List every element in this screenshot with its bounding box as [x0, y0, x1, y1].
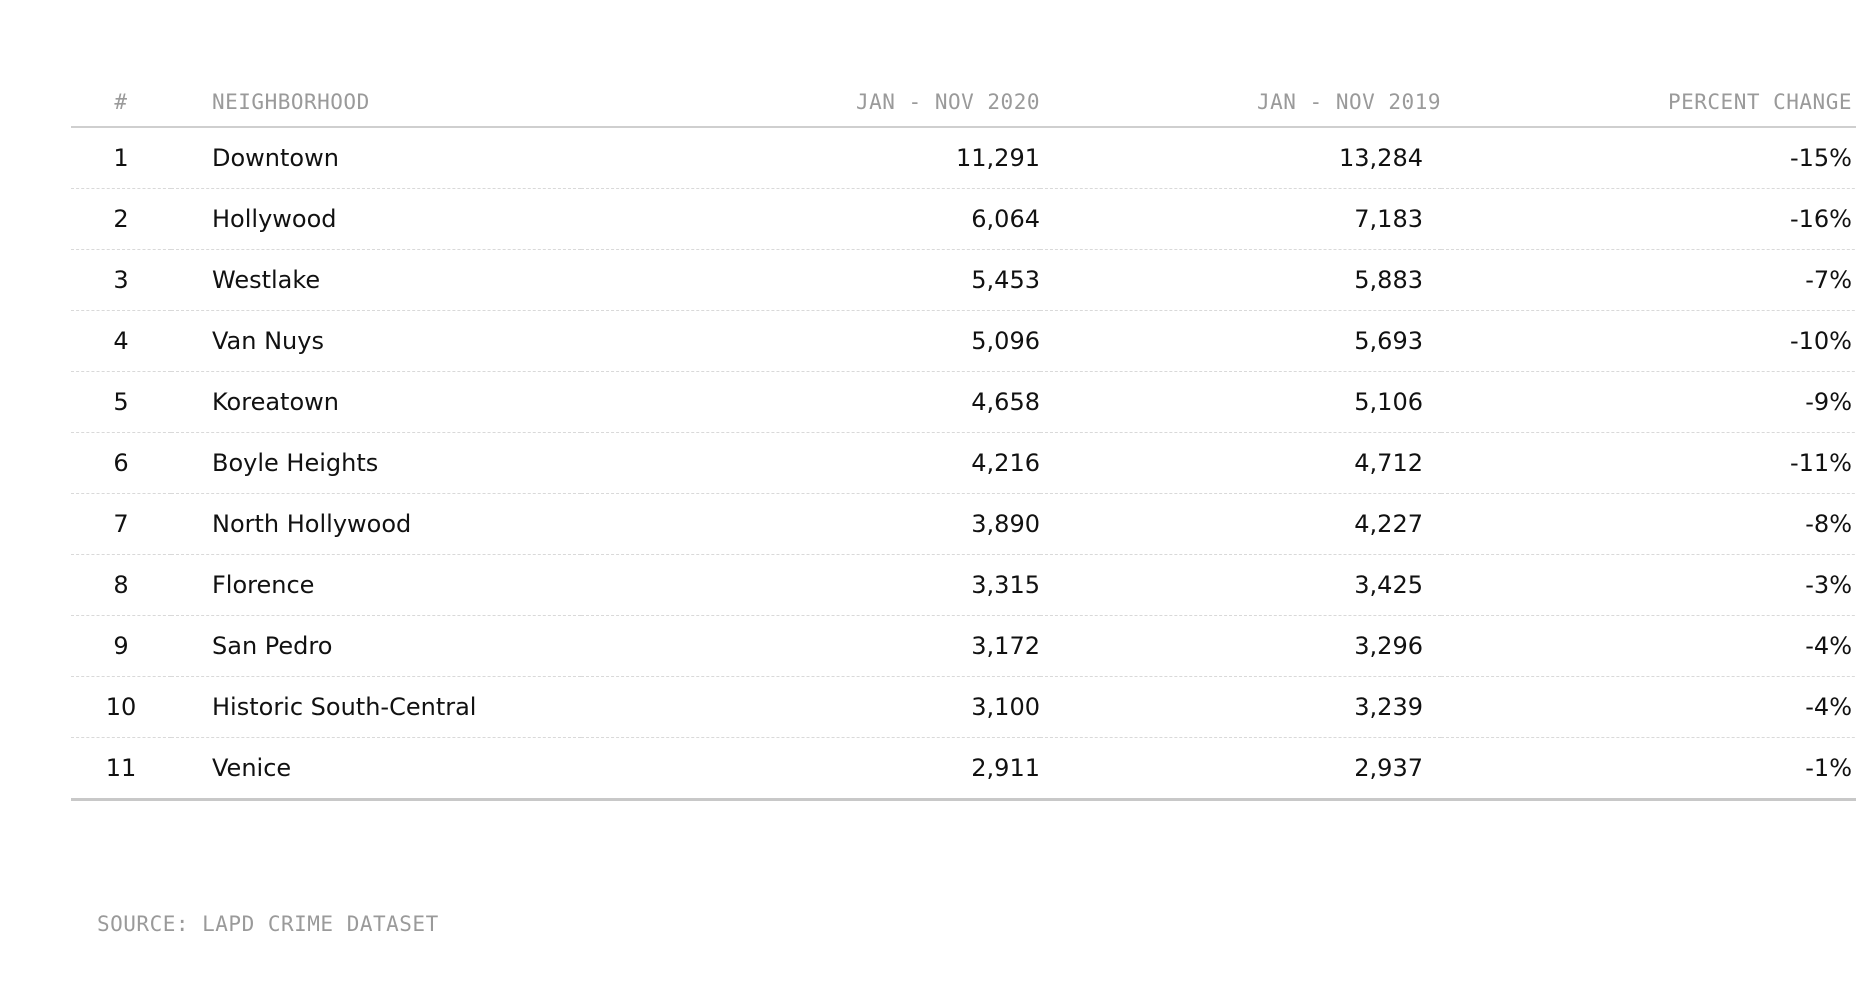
cell-neighborhood: Koreatown: [171, 372, 581, 433]
cell-rank: 6: [71, 433, 171, 494]
cell-neighborhood: Van Nuys: [171, 311, 581, 372]
cell-rank: 8: [71, 555, 171, 616]
cell-jan-nov-2020: 6,064: [581, 189, 1040, 250]
cell-neighborhood: Hollywood: [171, 189, 581, 250]
cell-neighborhood: Boyle Heights: [171, 433, 581, 494]
cell-neighborhood: Downtown: [171, 127, 581, 189]
cell-neighborhood: Westlake: [171, 250, 581, 311]
cell-jan-nov-2019: 3,239: [1040, 677, 1441, 738]
table-row: [71, 616, 1856, 677]
cell-rank: 3: [71, 250, 171, 311]
cell-percent-change: -10%: [1441, 311, 1856, 372]
cell-rank: 9: [71, 616, 171, 677]
table-row: [71, 372, 1856, 433]
table-row: [71, 127, 1856, 189]
crime-table: [71, 78, 1856, 801]
header-percent-change: PERCENT CHANGE: [1441, 78, 1856, 127]
cell-jan-nov-2020: 3,890: [581, 494, 1040, 555]
cell-percent-change: -4%: [1441, 677, 1856, 738]
source-note: SOURCE: LAPD CRIME DATASET: [97, 912, 439, 936]
table-header-row: [71, 78, 1856, 127]
cell-neighborhood: Historic South-Central: [171, 677, 581, 738]
cell-rank: 2: [71, 189, 171, 250]
cell-jan-nov-2020: 4,216: [581, 433, 1040, 494]
table-row: [71, 555, 1856, 616]
cell-rank: 7: [71, 494, 171, 555]
cell-jan-nov-2019: 7,183: [1040, 189, 1441, 250]
cell-neighborhood: San Pedro: [171, 616, 581, 677]
cell-jan-nov-2020: 3,315: [581, 555, 1040, 616]
cell-jan-nov-2019: 2,937: [1040, 738, 1441, 800]
table-row: [71, 433, 1856, 494]
cell-percent-change: -7%: [1441, 250, 1856, 311]
table-row: [71, 738, 1856, 800]
table-body: [71, 127, 1856, 800]
table-row: [71, 494, 1856, 555]
header-neighborhood: NEIGHBORHOOD: [171, 78, 581, 127]
crime-table-container: [71, 78, 1852, 801]
cell-rank: 10: [71, 677, 171, 738]
cell-jan-nov-2019: 5,106: [1040, 372, 1441, 433]
cell-jan-nov-2020: 2,911: [581, 738, 1040, 800]
cell-jan-nov-2020: 5,453: [581, 250, 1040, 311]
cell-jan-nov-2019: 13,284: [1040, 127, 1441, 189]
table-row: [71, 189, 1856, 250]
cell-jan-nov-2020: 3,100: [581, 677, 1040, 738]
table-row: [71, 250, 1856, 311]
header-jan-nov-2019: JAN - NOV 2019: [1040, 78, 1441, 127]
cell-jan-nov-2020: 3,172: [581, 616, 1040, 677]
header-jan-nov-2020: JAN - NOV 2020: [581, 78, 1040, 127]
cell-jan-nov-2020: 5,096: [581, 311, 1040, 372]
cell-jan-nov-2019: 5,693: [1040, 311, 1441, 372]
cell-rank: 5: [71, 372, 171, 433]
cell-percent-change: -1%: [1441, 738, 1856, 800]
cell-jan-nov-2020: 4,658: [581, 372, 1040, 433]
cell-rank: 1: [71, 127, 171, 189]
cell-percent-change: -4%: [1441, 616, 1856, 677]
cell-jan-nov-2019: 3,296: [1040, 616, 1441, 677]
cell-neighborhood: Florence: [171, 555, 581, 616]
cell-percent-change: -16%: [1441, 189, 1856, 250]
cell-percent-change: -11%: [1441, 433, 1856, 494]
cell-jan-nov-2019: 4,712: [1040, 433, 1441, 494]
cell-jan-nov-2019: 4,227: [1040, 494, 1441, 555]
cell-percent-change: -9%: [1441, 372, 1856, 433]
cell-jan-nov-2020: 11,291: [581, 127, 1040, 189]
header-rank: #: [71, 78, 171, 127]
cell-jan-nov-2019: 3,425: [1040, 555, 1441, 616]
cell-percent-change: -15%: [1441, 127, 1856, 189]
cell-jan-nov-2019: 5,883: [1040, 250, 1441, 311]
cell-rank: 4: [71, 311, 171, 372]
cell-percent-change: -3%: [1441, 555, 1856, 616]
cell-neighborhood: North Hollywood: [171, 494, 581, 555]
cell-percent-change: -8%: [1441, 494, 1856, 555]
cell-neighborhood: Venice: [171, 738, 581, 800]
table-row: [71, 311, 1856, 372]
table-row: [71, 677, 1856, 738]
cell-rank: 11: [71, 738, 171, 800]
